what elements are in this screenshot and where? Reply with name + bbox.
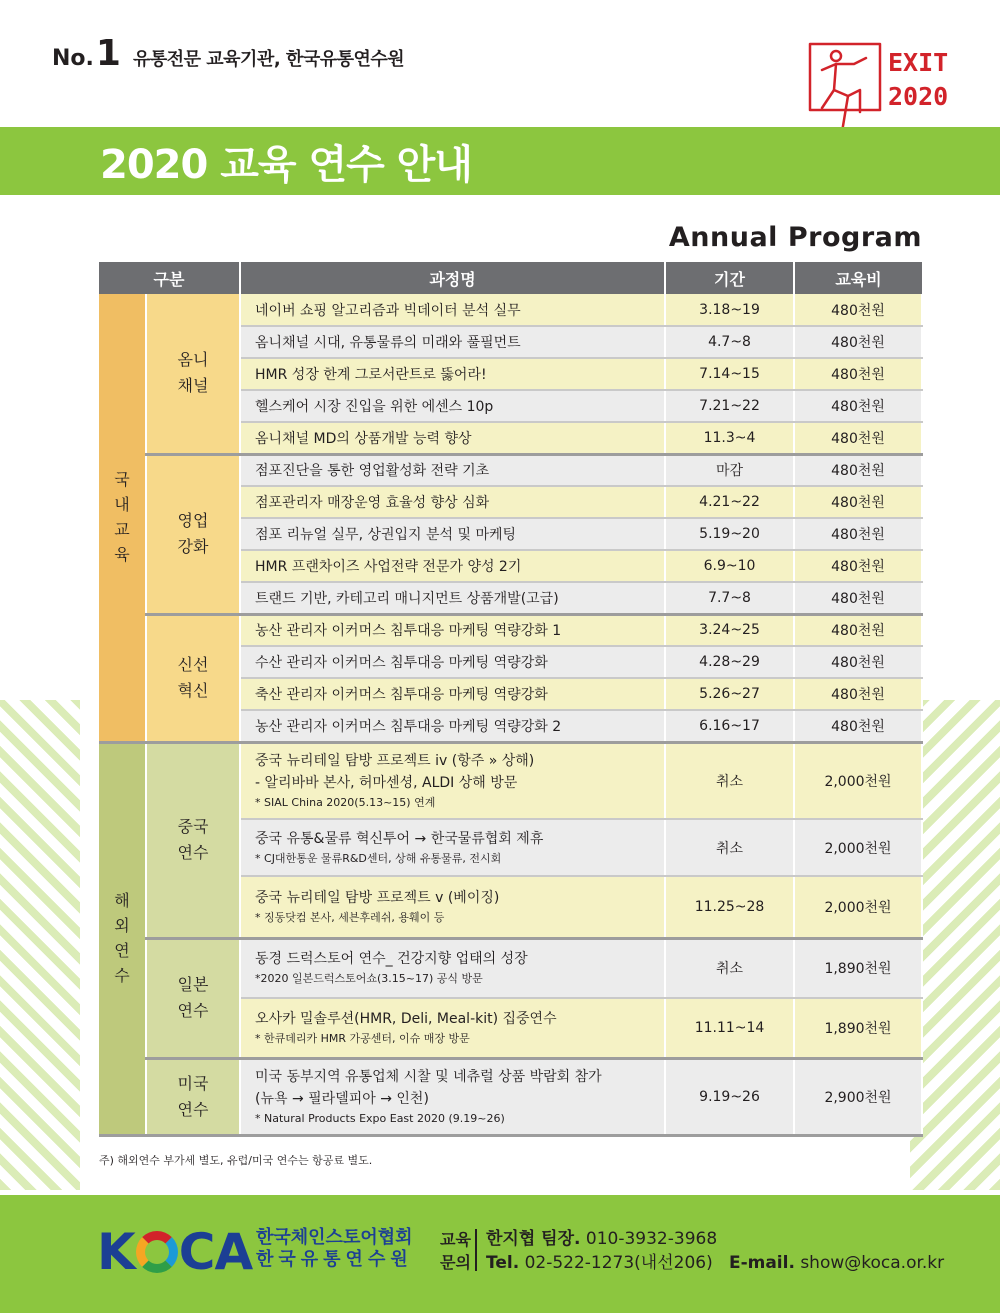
course-name: 옴니채널 MD의 상품개발 능력 향상 — [240, 422, 665, 454]
course-period: 11.25~28 — [665, 876, 794, 938]
course-period: 취소 — [665, 938, 794, 998]
course-fee: 2,900천원 — [794, 1058, 922, 1135]
course-name: 점포진단을 통한 영업활성화 전략 기초 — [240, 454, 665, 486]
course-fee: 480천원 — [794, 678, 922, 710]
contact-name: 한지협 팀장. — [486, 1229, 581, 1249]
course-name: 수산 관리자 이커머스 침투대응 마케팅 역량강화 — [240, 646, 665, 678]
course-name: 헬스케어 시장 진입을 위한 에센스 10p — [240, 390, 665, 422]
course-period: 6.16~17 — [665, 710, 794, 742]
koca-ring-icon — [136, 1231, 178, 1273]
org-name: 한국체인스토어협회 한국유통연수원 — [256, 1227, 413, 1270]
course-period: 7.21~22 — [665, 390, 794, 422]
course-name: HMR 프랜차이즈 사업전략 전문가 양성 2기 — [240, 550, 665, 582]
course-fee: 480천원 — [794, 614, 922, 646]
course-name: 축산 관리자 이커머스 침투대응 마케팅 역량강화 — [240, 678, 665, 710]
tel-label: Tel. — [486, 1253, 520, 1273]
course-period: 마감 — [665, 454, 794, 486]
header-fee: 교육비 — [794, 262, 922, 294]
tel-value: 02-522-1273(내선206) — [524, 1253, 713, 1273]
course-fee: 2,000천원 — [794, 819, 922, 876]
course-period: 7.7~8 — [665, 582, 794, 614]
no-number: 1 — [95, 33, 121, 74]
course-name: 트랜드 기반, 카테고리 매니지먼트 상품개발(고급) — [240, 582, 665, 614]
exit-word: EXIT — [888, 48, 949, 77]
page-title: 2020 교육 연수 안내 — [100, 142, 472, 188]
top-tagline — [52, 33, 405, 74]
course-period: 9.19~26 — [665, 1058, 794, 1135]
table-row — [99, 742, 922, 819]
header-course: 과정명 — [240, 262, 665, 294]
course-fee: 480천원 — [794, 582, 922, 614]
koca-logo: K CA — [97, 1223, 253, 1281]
exit-year: 2020 — [888, 82, 949, 111]
chevron-pattern-right — [910, 700, 1000, 1190]
tagline-text: 유통전문 교육기관, 한국유통연수원 — [132, 49, 405, 70]
footer-divider — [475, 1229, 477, 1271]
group-china: 중국 연수 — [146, 742, 240, 938]
course-name: 오사카 밀솔루션(HMR, Deli, Meal-kit) 집중연수 * 한큐데리카 HMR 가공센터, 이슈 매장 방문 — [240, 998, 665, 1058]
course-fee: 2,000천원 — [794, 742, 922, 819]
course-period: 7.14~15 — [665, 358, 794, 390]
category-domestic: 국내교육 — [99, 294, 146, 742]
course-fee: 480천원 — [794, 486, 922, 518]
inquiry-label: 교육 문의 — [440, 1230, 471, 1272]
table-row — [99, 1058, 922, 1135]
group-omnichannel: 옴니 채널 — [146, 294, 240, 454]
course-fee: 480천원 — [794, 518, 922, 550]
group-usa: 미국 연수 — [146, 1058, 240, 1135]
header-category: 구분 — [99, 262, 240, 294]
header-period: 기간 — [665, 262, 794, 294]
course-note: *2020 일본드럭스토어쇼(3.15~17) 공식 방문 — [255, 972, 483, 986]
course-note: * Natural Products Expo East 2020 (9.19~26) — [255, 1111, 505, 1125]
course-name: 옴니채널 시대, 유통물류의 미래와 풀필먼트 — [240, 326, 665, 358]
footnote: 주) 해외연수 부가세 별도, 유럽/미국 연수는 항공료 별도. — [99, 1154, 373, 1167]
email-label: E-mail. — [728, 1253, 795, 1273]
course-period: 4.21~22 — [665, 486, 794, 518]
exit-2020-logo — [888, 46, 948, 114]
course-period: 5.19~20 — [665, 518, 794, 550]
course-fee: 480천원 — [794, 454, 922, 486]
course-name: 농산 관리자 이커머스 침투대응 마케팅 역량강화 1 — [240, 614, 665, 646]
course-period: 6.9~10 — [665, 550, 794, 582]
course-period: 5.26~27 — [665, 678, 794, 710]
course-name: 중국 유통&물류 혁신투어 → 한국물류협회 제휴 * CJ대한통운 물류R&D센터, 상해 유통물류, 전시회 — [240, 819, 665, 876]
annual-program-heading: Annual Program — [668, 222, 922, 253]
table-row — [99, 614, 922, 646]
course-period: 4.7~8 — [665, 326, 794, 358]
program-table — [99, 262, 923, 1137]
course-period: 3.18~19 — [665, 294, 794, 326]
course-fee: 480천원 — [794, 326, 922, 358]
course-note: * SIAL China 2020(5.13~15) 연계 — [255, 795, 436, 809]
course-fee: 480천원 — [794, 294, 922, 326]
course-fee: 2,000천원 — [794, 876, 922, 938]
group-fresh: 신선 혁신 — [146, 614, 240, 742]
course-period: 11.11~14 — [665, 998, 794, 1058]
course-name: 네이버 쇼핑 알고리즘과 빅데이터 분석 실무 — [240, 294, 665, 326]
group-sales: 영업 강화 — [146, 454, 240, 614]
contact-info — [486, 1227, 944, 1275]
course-name: 점포 리뉴얼 실무, 상권입지 분석 및 마케팅 — [240, 518, 665, 550]
course-note: * 한큐데리카 HMR 가공센터, 이슈 매장 방문 — [255, 1031, 470, 1045]
course-note: * 징동닷컴 본사, 세븐후레쉬, 용훼이 등 — [255, 910, 445, 924]
course-period: 4.28~29 — [665, 646, 794, 678]
no-label: No. — [52, 46, 94, 71]
course-period: 취소 — [665, 819, 794, 876]
group-japan: 일본 연수 — [146, 938, 240, 1058]
course-fee: 480천원 — [794, 550, 922, 582]
course-period: 취소 — [665, 742, 794, 819]
course-fee: 1,890천원 — [794, 998, 922, 1058]
course-note: * CJ대한통운 물류R&D센터, 상해 유통물류, 전시회 — [255, 851, 502, 865]
email-link[interactable]: show@koca.or.kr — [800, 1253, 945, 1273]
course-fee: 480천원 — [794, 390, 922, 422]
course-name: 중국 뉴리테일 탐방 프로젝트 iv (항주 » 상해) - 알리바바 본사, 허마센셩, ALDI 상해 방문 * SIAL China 2020(5.13~15) 연계 — [240, 742, 665, 819]
course-name: 점포관리자 매장운영 효율성 향상 심화 — [240, 486, 665, 518]
contact-phone: 010-3932-3968 — [585, 1229, 718, 1249]
course-name: 미국 동부지역 유통업체 시찰 및 네츄럴 상품 박람회 참가 (뉴욕 → 필라델피아 → 인천) * Natural Products Expo East 2020 (9.19~26) — [240, 1058, 665, 1135]
table-row — [99, 454, 922, 486]
course-name: 중국 뉴리테일 탐방 프로젝트 v (베이징) * 징동닷컴 본사, 세븐후레쉬, 용훼이 등 — [240, 876, 665, 938]
table-row — [99, 938, 922, 998]
table-row — [99, 294, 922, 326]
course-period: 11.3~4 — [665, 422, 794, 454]
chevron-pattern-left — [0, 700, 80, 1190]
course-name: HMR 성장 한계 그로서란트로 뚫어라! — [240, 358, 665, 390]
course-fee: 480천원 — [794, 710, 922, 742]
course-fee: 480천원 — [794, 422, 922, 454]
course-name: 동경 드럭스토어 연수_ 건강지향 업태의 성장 *2020 일본드럭스토어쇼(3.15~17) 공식 방문 — [240, 938, 665, 998]
course-fee: 1,890천원 — [794, 938, 922, 998]
course-fee: 480천원 — [794, 646, 922, 678]
course-period: 3.24~25 — [665, 614, 794, 646]
category-overseas: 해외연수 — [99, 742, 146, 1135]
course-fee: 480천원 — [794, 358, 922, 390]
course-name: 농산 관리자 이커머스 침투대응 마케팅 역량강화 2 — [240, 710, 665, 742]
